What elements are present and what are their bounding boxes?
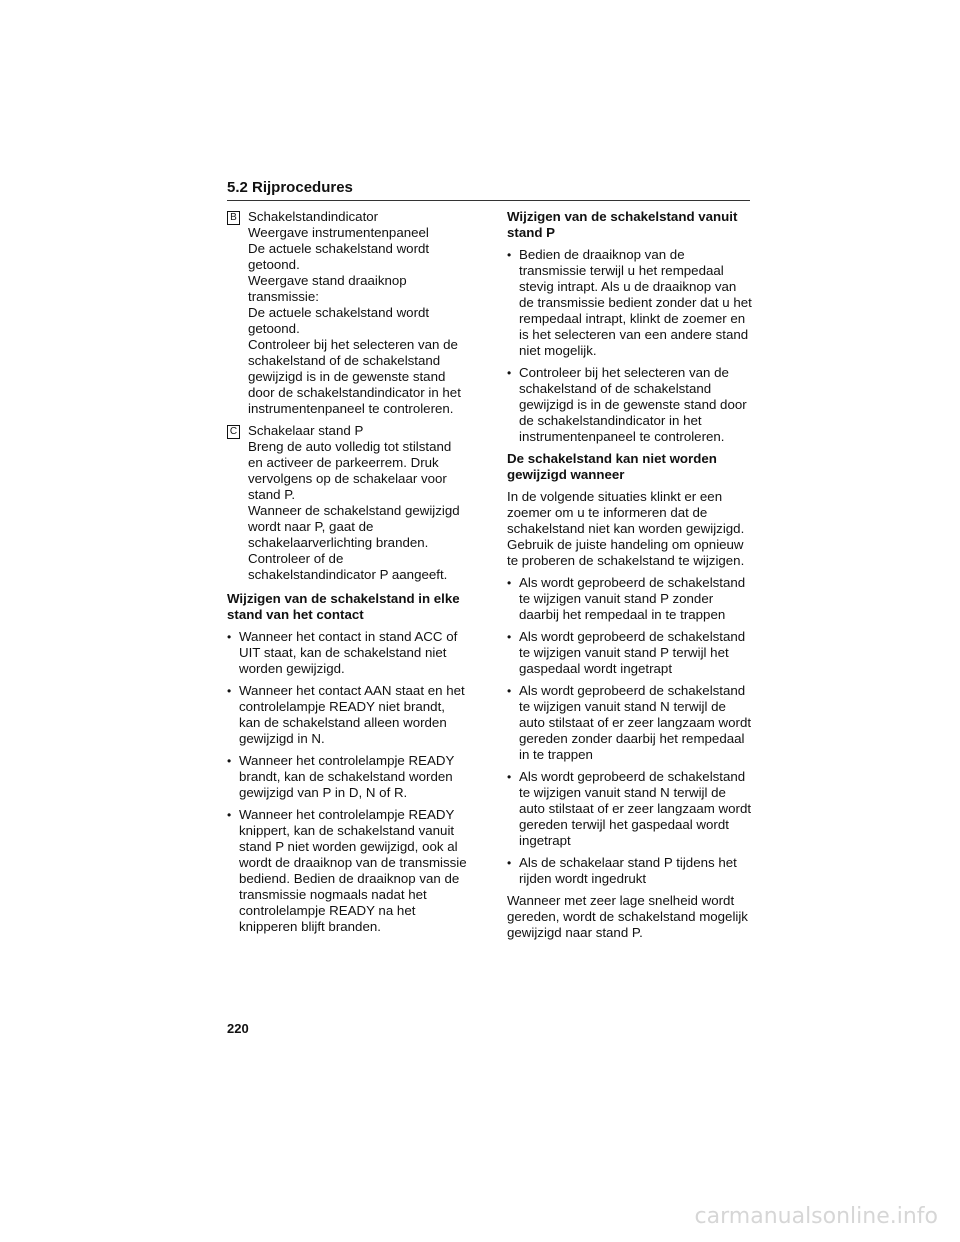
callout-b-line: Controleer bij het selecteren van de schakelstand of de schakelstand gewijzigd is in de gewenste stand door de schakelstandindicator in het instrumentenpaneel te controleren. [248, 337, 461, 416]
bullet-list [227, 629, 469, 935]
paragraph: Wanneer met zeer lage snelheid wordt gereden, wordt de schakelstand mogelijk gewijzigd naar stand P. [507, 893, 748, 940]
callout-c-line: Breng de auto volledig tot stilstand en activeer de parkeerrem. Druk vervolgens op de schakelaar voor stand P. [248, 439, 452, 502]
list-item: • Bedien de draaiknop van de transmissie terwijl u het rempedaal stevig intrapt. Als u de draaiknop van de transmissie bedient zonder dat u het rempedaal intrapt, klinkt de zoemer en is het selecteren van een andere stand niet mogelijk. [507, 247, 752, 359]
right-column [507, 209, 752, 947]
section-header [227, 178, 750, 201]
callout-c-line: Wanneer de schakelstand gewijzigd wordt naar P, gaat de schakelaarverlichting branden. [248, 503, 460, 550]
callout-c [227, 423, 469, 583]
watermark: carmanualsonline.info [694, 1204, 938, 1229]
section-heading: Wijzigen van de schakelstand vanuit stand P [507, 209, 738, 240]
callout-b-title: Schakelstandindicator [248, 209, 379, 224]
list-item: • Als de schakelaar stand P tijdens het rijden wordt ingedrukt [507, 855, 752, 887]
section-title: 5.2 Rijprocedures [227, 179, 353, 196]
list-item: • Als wordt geprobeerd de schakelstand te wijzigen vanuit stand N terwijl de auto stilstaat of er zeer langzaam wordt gereden terwijl het gaspedaal wordt ingetrapt [507, 769, 752, 849]
callout-b-line: De actuele schakelstand wordt getoond. [248, 305, 430, 336]
bullet-list [507, 247, 752, 445]
list-item: • Als wordt geprobeerd de schakelstand te wijzigen vanuit stand P zonder daarbij het rempedaal in te trappen [507, 575, 752, 623]
callout-letter-b: B [227, 211, 240, 225]
bullet-list [507, 575, 752, 887]
list-item: • Wanneer het contact AAN staat en het controlelampje READY niet brandt, kan de schakelstand alleen worden gewijzigd in N. [227, 683, 469, 747]
page-number: 220 [227, 1021, 249, 1036]
list-item: • Wanneer het controlelampje READY brandt, kan de schakelstand worden gewijzigd van P in D, N of R. [227, 753, 469, 801]
callout-letter-c: C [227, 425, 240, 439]
list-item: • Wanneer het contact in stand ACC of UIT staat, kan de schakelstand niet worden gewijzigd. [227, 629, 469, 677]
left-column [227, 209, 469, 941]
callout-b-line: Weergave instrumentenpaneel [248, 225, 429, 240]
list-item: • Als wordt geprobeerd de schakelstand te wijzigen vanuit stand N terwijl de auto stilstaat of er zeer langzaam wordt gereden zonder daarbij het rempedaal in te trappen [507, 683, 752, 763]
callout-c-line: Controleer of de schakelstandindicator P aangeeft. [248, 551, 448, 582]
list-item: • Controleer bij het selecteren van de schakelstand of de schakelstand gewijzigd is in de gewenste stand door de schakelstandindicator in het instrumentenpaneel te controleren. [507, 365, 752, 445]
section-heading: De schakelstand kan niet worden gewijzigd wanneer [507, 451, 717, 482]
callout-b-line: Weergave stand draaiknop transmissie: [248, 273, 407, 304]
paragraph: In de volgende situaties klinkt er een zoemer om u te informeren dat de schakelstand niet kan worden gewijzigd. Gebruik de juiste handeling om opnieuw te proberen de schakelstand te wijzigen. [507, 489, 745, 568]
list-item: • Als wordt geprobeerd de schakelstand te wijzigen vanuit stand P terwijl het gaspedaal wordt ingetrapt [507, 629, 752, 677]
section-heading: Wijzigen van de schakelstand in elke stand van het contact [227, 591, 460, 622]
list-item: • Wanneer het controlelampje READY knippert, kan de schakelstand vanuit stand P niet worden gewijzigd, ook al wordt de draaiknop van de transmissie bediend. Bedien de draaiknop van de transmissie nogmaals nadat het controlelampje READY na het knipperen blijft branden. [227, 807, 469, 935]
callout-b-line: De actuele schakelstand wordt getoond. [248, 241, 430, 272]
callout-c-title: Schakelaar stand P [248, 423, 364, 438]
callout-b [227, 209, 469, 417]
